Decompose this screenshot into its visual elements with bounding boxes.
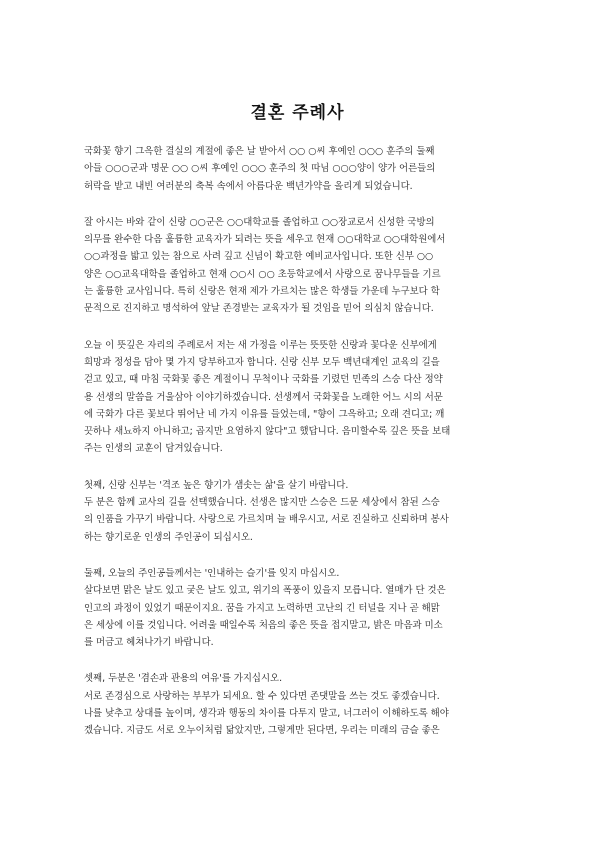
text-line: 국화꽃 향기 그윽한 결실의 계절에 좋은 날 받아서 ○○ ○씨 후예인 ○○○ 훈주의 둘째	[84, 146, 435, 157]
paragraph	[84, 565, 518, 651]
text-line: 허락을 받고 내빈 여러분의 축복 속에서 아름다운 백년가약을 올리게 되었습니다.	[84, 180, 413, 192]
document-body	[84, 143, 518, 759]
text-line: 서로 존경심으로 사랑하는 부부가 되세요. 할 수 있다면 존댓말을 쓰는 것도 좋겠습니다.	[84, 690, 440, 702]
text-line: 하는 향기로운 인생의 주인공이 되십시오.	[84, 531, 253, 543]
paragraph	[84, 477, 518, 546]
text-line: 는 훌륭한 교사입니다. 특히 신랑은 현재 제가 가르치는 많은 학생들 가운데 누구보다 학	[84, 286, 440, 298]
text-line: 의무를 완수한 다음 훌륭한 교육자가 되려는 뜻을 세우고 현재 ○○대학교 ○○대학원에서	[84, 234, 446, 246]
paragraph	[84, 214, 518, 318]
text-line: 나를 낮추고 상대를 높이며, 생각과 행동의 차이를 다투지 말고, 너그러이 이해하도록 해야	[84, 708, 449, 720]
text-line: 주는 인생의 교훈이 담겨있습니다.	[84, 443, 223, 455]
text-line: 살다보면 맑은 날도 있고 궂은 날도 있고, 위기의 폭풍이 있을지 모릅니다. 열매가 단 것은	[84, 585, 446, 597]
page-title: 결혼 주례사	[250, 103, 345, 123]
paragraph	[84, 143, 518, 195]
text-line: ○○과정을 밟고 있는 참으로 사려 깊고 신념이 확고한 예비교사입니다. 또한 신부 ○○	[84, 251, 434, 263]
text-line: 은 세상에 이를 것입니다. 어려울 때일수록 처음의 좋은 뜻을 접지말고, 밝은 마음과 미소	[84, 619, 443, 631]
text-line: 셋째, 두분은 '겸손과 관용의 여유'를 가지십시오.	[84, 673, 283, 685]
text-line: 인고의 과정이 있었기 때문이지요. 꿈을 가지고 노력하면 고난의 긴 터널을 지나 곧 해맑	[84, 602, 440, 614]
text-line: 둘째, 오늘의 주인공들께서는 '인내하는 슬기'를 잊지 마십시오.	[84, 567, 340, 579]
text-line: 겠습니다. 지금도 서로 오누이처럼 닮았지만, 그렇게만 된다면, 우리는 미래의 금슬 좋은	[84, 725, 440, 737]
text-line: 양은 ○○교육대학을 졸업하고 현재 ○○시 ○○ 초등학교에서 사랑으로 꿈나무들을 기르	[84, 268, 441, 280]
text-line: 의 인품을 가꾸기 바랍니다. 사랑으로 가르치며 늘 배우시고, 서로 진실하고 신뢰하며 봉사	[84, 514, 449, 526]
text-line: 두 분은 함께 교사의 길을 선택했습니다. 선생은 많지만 스승은 드문 세상에서 참된 스승	[84, 497, 440, 509]
text-line: 첫째, 신랑 신부는 '격조 높은 향기가 샘솟는 삶'을 살기 바랍니다.	[84, 479, 349, 491]
text-line: 용 선생의 말씀을 거울삼아 이야기하겠습니다. 선생께서 국화꽃을 노래한 어느 시의 서문	[84, 391, 443, 403]
text-line: 오늘 이 뜻깊은 자리의 주례로서 저는 새 가정을 이루는 뜻뜻한 신랑과 꽃다운 신부에게	[84, 339, 437, 351]
text-line: 걷고 있고, 때 마침 국화꽃 좋은 계절이니 무척이나 국화를 기렸던 민족의 스승 다산 정약	[84, 374, 443, 386]
text-line: 문적으로 진지하고 명석하여 앞날 존경받는 교육자가 될 것임을 믿어 의심치 않습니다.	[84, 303, 434, 315]
text-line: 잘 아시는 바와 같이 신랑 ○○군은 ○○대학교를 졸업하고 ○○장교로서 신성한 국방의	[84, 216, 435, 228]
text-line: 를 머금고 헤쳐나가기 바랍니다.	[84, 637, 214, 649]
text-line: 에 국화가 다른 꽃보다 뛰어난 네 가지 이유를 들었는데, "향이 그윽하고; 오래 견디고; 깨	[84, 408, 445, 420]
paragraph	[84, 337, 518, 458]
paragraph	[84, 670, 518, 739]
text-line: 아들 ○○○군과 명문 ○○ ○씨 후예인 ○○○ 훈주의 첫 따님 ○○○양이 양가 어른들의	[84, 163, 436, 175]
text-line: 희망과 정성을 담아 몇 가지 당부하고자 합니다. 신랑 신부 모두 백년대계인 교육의 길을	[84, 356, 440, 368]
text-line: 끗하나 새뇨하지 아니하고; 곱지만 요염하지 않다"고 했답니다. 음미할수록 깊은 뜻을 보태	[84, 426, 451, 438]
